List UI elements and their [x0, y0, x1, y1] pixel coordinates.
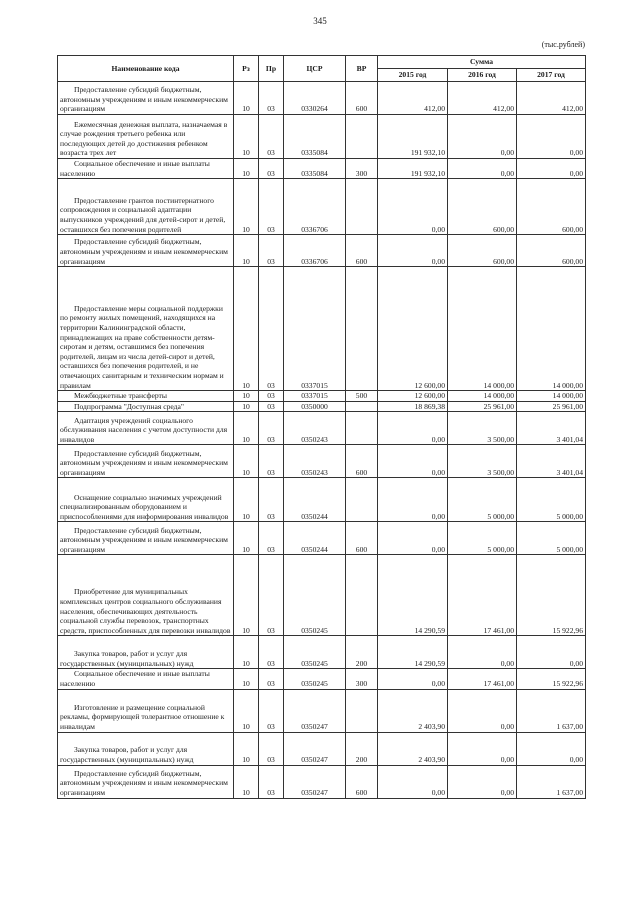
header-vr: ВР: [346, 56, 378, 82]
row-amount-2016: 600,00: [448, 235, 517, 267]
header-sum: Сумма: [378, 56, 586, 69]
row-amount-2015: 0,00: [378, 235, 448, 267]
row-amount-2017: 0,00: [517, 115, 586, 159]
row-csr: 0350247: [284, 689, 346, 732]
row-csr: 0350245: [284, 636, 346, 669]
row-pr: 03: [259, 391, 284, 402]
row-rz: 10: [234, 732, 259, 765]
table-row: [58, 115, 586, 159]
row-csr: 0336706: [284, 179, 346, 235]
row-rz: 10: [234, 82, 259, 115]
row-pr: 03: [259, 445, 284, 478]
row-amount-2015: 0,00: [378, 478, 448, 522]
table-row: [58, 732, 586, 765]
row-amount-2015: 14 290,59: [378, 636, 448, 669]
row-name-text: Приобретение для муниципальных комплексных центров социального обслуживания населения, обеспечивающих деятельность социальной службы перевозок, транспортных средств, приспособленных для перевозки инвалидов: [60, 587, 231, 635]
row-amount-2016: 0,00: [448, 765, 517, 798]
row-amount-2015: 2 403,90: [378, 732, 448, 765]
header-name: Наименование кода: [58, 56, 234, 82]
row-rz: 10: [234, 412, 259, 445]
table-row: [58, 235, 586, 267]
row-name-text: Социальное обеспечение и иные выплаты населению: [60, 669, 210, 688]
row-name-text: Межбюджетные трансферты: [74, 391, 167, 401]
table-row: [58, 445, 586, 478]
row-amount-2015: 191 932,10: [378, 115, 448, 159]
row-vr: [346, 412, 378, 445]
row-amount-2017: 25 961,00: [517, 401, 586, 412]
row-vr: [346, 555, 378, 636]
row-csr: 0350244: [284, 522, 346, 555]
row-amount-2016: 25 961,00: [448, 401, 517, 412]
row-pr: 03: [259, 401, 284, 412]
row-amount-2017: 5 000,00: [517, 522, 586, 555]
header-year-2015: 2015 год: [378, 69, 448, 82]
row-vr: 200: [346, 636, 378, 669]
row-pr: 03: [259, 82, 284, 115]
row-vr: 600: [346, 235, 378, 267]
header-year-2016: 2016 год: [448, 69, 517, 82]
table-row: [58, 669, 586, 689]
row-vr: [346, 689, 378, 732]
row-pr: 03: [259, 179, 284, 235]
row-csr: 0337015: [284, 267, 346, 391]
row-amount-2016: 0,00: [448, 115, 517, 159]
row-csr: 0350243: [284, 412, 346, 445]
row-vr: 600: [346, 82, 378, 115]
row-rz: 10: [234, 115, 259, 159]
row-pr: 03: [259, 636, 284, 669]
row-amount-2016: 14 000,00: [448, 267, 517, 391]
row-amount-2015: 0,00: [378, 669, 448, 689]
row-rz: 10: [234, 636, 259, 669]
row-rz: 10: [234, 235, 259, 267]
row-pr: 03: [259, 159, 284, 179]
row-pr: 03: [259, 669, 284, 689]
table-row: [58, 636, 586, 669]
row-pr: 03: [259, 115, 284, 159]
row-name: [58, 159, 234, 179]
row-amount-2016: 0,00: [448, 636, 517, 669]
row-vr: 200: [346, 732, 378, 765]
row-name-text: Предоставление меры социальной поддержки по ремонту жилых помещений, находящихся на территории Калининградской области, принадлежащих на праве собственности детям-сиротам и детям, оставшимся без попечения родителей, лицам из числа детей-сирот и детей, оставшихся без попечения родителей, и не отвечающих санитарным и техническим нормам и правилам: [60, 303, 224, 390]
row-vr: 600: [346, 445, 378, 478]
row-amount-2017: 1 637,00: [517, 689, 586, 732]
row-name: [58, 391, 234, 402]
row-name: [58, 765, 234, 798]
row-amount-2017: 0,00: [517, 636, 586, 669]
row-name-text: Оснащение социально значимых учреждений специализированным оборудованием и приспособлениями для информирования инвалидов: [60, 492, 229, 521]
row-name-text: Закупка товаров, работ и услуг для государственных (муниципальных) нужд: [60, 745, 194, 764]
row-amount-2015: 12 600,00: [378, 267, 448, 391]
row-amount-2015: 0,00: [378, 765, 448, 798]
row-name: [58, 82, 234, 115]
row-csr: 0335084: [284, 159, 346, 179]
row-name-text: Закупка товаров, работ и услуг для государственных (муниципальных) нужд: [60, 649, 194, 668]
row-name: [58, 669, 234, 689]
row-amount-2017: 15 922,96: [517, 555, 586, 636]
row-amount-2017: 14 000,00: [517, 267, 586, 391]
table-row: [58, 522, 586, 555]
table-body: [58, 82, 586, 799]
row-name: [58, 522, 234, 555]
row-vr: 600: [346, 522, 378, 555]
row-pr: 03: [259, 478, 284, 522]
row-name-text: Предоставление субсидий бюджетным, автономным учреждениям и иным некоммерческим организациям: [60, 448, 228, 477]
row-csr: 0350245: [284, 555, 346, 636]
row-amount-2015: 0,00: [378, 412, 448, 445]
row-amount-2017: 412,00: [517, 82, 586, 115]
table-row: [58, 82, 586, 115]
row-rz: 10: [234, 478, 259, 522]
row-name: [58, 235, 234, 267]
table-row: [58, 412, 586, 445]
row-vr: 600: [346, 765, 378, 798]
row-amount-2016: 0,00: [448, 689, 517, 732]
row-vr: [346, 478, 378, 522]
row-csr: 0337015: [284, 391, 346, 402]
row-pr: 03: [259, 267, 284, 391]
row-pr: 03: [259, 689, 284, 732]
row-name: [58, 445, 234, 478]
header-pr: Пр: [259, 56, 284, 82]
row-amount-2017: 600,00: [517, 235, 586, 267]
row-amount-2017: 15 922,96: [517, 669, 586, 689]
table-row: [58, 555, 586, 636]
row-rz: 10: [234, 522, 259, 555]
row-amount-2016: 17 461,00: [448, 669, 517, 689]
row-name: [58, 478, 234, 522]
row-vr: [346, 267, 378, 391]
row-name-text: Социальное обеспечение и иные выплаты населению: [60, 159, 210, 178]
row-name-text: Ежемесячная денежная выплата, назначаемая в случае рождения третьего ребенка или последующих детей до достижения ребенком возраста трех лет: [60, 119, 228, 158]
row-rz: 10: [234, 179, 259, 235]
units-label: (тыс.рублей): [541, 40, 585, 49]
row-csr: 0335084: [284, 115, 346, 159]
row-pr: 03: [259, 522, 284, 555]
budget-table: [57, 55, 586, 799]
row-name: [58, 412, 234, 445]
row-csr: 0350243: [284, 445, 346, 478]
row-name: [58, 636, 234, 669]
row-amount-2015: 412,00: [378, 82, 448, 115]
row-name-text: Подпрограмма "Доступная среда": [74, 401, 185, 411]
row-name-text: Предоставление субсидий бюджетным, автономным учреждениям и иным некоммерческим организациям: [60, 525, 228, 554]
header-year-2017: 2017 год: [517, 69, 586, 82]
row-name-text: Изготовление и размещение социальной рекламы, формирующей толерантное отношение к инвалидам: [60, 702, 225, 731]
row-rz: 10: [234, 391, 259, 402]
row-csr: 0336706: [284, 235, 346, 267]
row-name-text: Адаптация учреждений социального обслуживания населения с учетом доступности для инвалидов: [60, 415, 228, 444]
table-row: [58, 765, 586, 798]
row-name-text: Предоставление субсидий бюджетным, автономным учреждениям и иным некоммерческим организациям: [60, 768, 228, 797]
row-csr: 0350000: [284, 401, 346, 412]
row-csr: 0350245: [284, 669, 346, 689]
row-amount-2016: 5 000,00: [448, 522, 517, 555]
row-vr: 300: [346, 669, 378, 689]
row-amount-2016: 412,00: [448, 82, 517, 115]
row-amount-2015: 0,00: [378, 179, 448, 235]
row-amount-2015: 18 869,38: [378, 401, 448, 412]
row-csr: 0350247: [284, 765, 346, 798]
row-amount-2017: 5 000,00: [517, 478, 586, 522]
row-rz: 10: [234, 689, 259, 732]
row-vr: [346, 179, 378, 235]
table-row: [58, 391, 586, 402]
page-number: 345: [313, 16, 327, 26]
row-pr: 03: [259, 732, 284, 765]
table-header: [58, 56, 586, 82]
row-vr: 300: [346, 159, 378, 179]
row-amount-2016: 5 000,00: [448, 478, 517, 522]
row-amount-2015: 12 600,00: [378, 391, 448, 402]
row-amount-2017: 0,00: [517, 159, 586, 179]
table-row: [58, 401, 586, 412]
row-name: [58, 115, 234, 159]
row-amount-2016: 14 000,00: [448, 391, 517, 402]
row-name: [58, 401, 234, 412]
table-row: [58, 478, 586, 522]
row-vr: 500: [346, 391, 378, 402]
row-name: [58, 267, 234, 391]
row-amount-2017: 600,00: [517, 179, 586, 235]
row-name: [58, 179, 234, 235]
row-rz: 10: [234, 669, 259, 689]
row-rz: 10: [234, 401, 259, 412]
row-amount-2016: 0,00: [448, 732, 517, 765]
row-amount-2016: 17 461,00: [448, 555, 517, 636]
row-rz: 10: [234, 159, 259, 179]
row-rz: 10: [234, 765, 259, 798]
row-pr: 03: [259, 235, 284, 267]
row-rz: 10: [234, 445, 259, 478]
row-name-text: Предоставление субсидий бюджетным, автономным учреждениям и иным некоммерческим организациям: [60, 237, 228, 266]
table-row: [58, 267, 586, 391]
row-amount-2015: 14 290,59: [378, 555, 448, 636]
row-name-text: Предоставление субсидий бюджетным, автономным учреждениям и иным некоммерческим организациям: [60, 85, 228, 114]
row-amount-2015: 0,00: [378, 445, 448, 478]
row-amount-2015: 2 403,90: [378, 689, 448, 732]
row-vr: [346, 115, 378, 159]
table-row: [58, 179, 586, 235]
row-name: [58, 689, 234, 732]
row-name-text: Предоставление грантов постинтернатного сопровождения и социальной адаптации выпускников учреждений для детей-сирот и детей, оставшихся без попечения родителей: [60, 195, 226, 234]
row-amount-2016: 600,00: [448, 179, 517, 235]
row-rz: 10: [234, 267, 259, 391]
row-amount-2017: 3 401,04: [517, 445, 586, 478]
row-amount-2015: 0,00: [378, 522, 448, 555]
row-csr: 0350247: [284, 732, 346, 765]
row-name: [58, 732, 234, 765]
table-row: [58, 689, 586, 732]
table-row: [58, 159, 586, 179]
row-amount-2015: 191 932,10: [378, 159, 448, 179]
row-name: [58, 555, 234, 636]
row-pr: 03: [259, 765, 284, 798]
row-rz: 10: [234, 555, 259, 636]
header-csr: ЦСР: [284, 56, 346, 82]
row-amount-2017: 14 000,00: [517, 391, 586, 402]
row-csr: 0350244: [284, 478, 346, 522]
header-rz: Рз: [234, 56, 259, 82]
row-pr: 03: [259, 412, 284, 445]
row-amount-2017: 0,00: [517, 732, 586, 765]
row-amount-2016: 0,00: [448, 159, 517, 179]
row-amount-2017: 3 401,04: [517, 412, 586, 445]
row-vr: [346, 401, 378, 412]
row-csr: 0330264: [284, 82, 346, 115]
row-amount-2017: 1 637,00: [517, 765, 586, 798]
row-amount-2016: 3 500,00: [448, 445, 517, 478]
row-amount-2016: 3 500,00: [448, 412, 517, 445]
row-pr: 03: [259, 555, 284, 636]
